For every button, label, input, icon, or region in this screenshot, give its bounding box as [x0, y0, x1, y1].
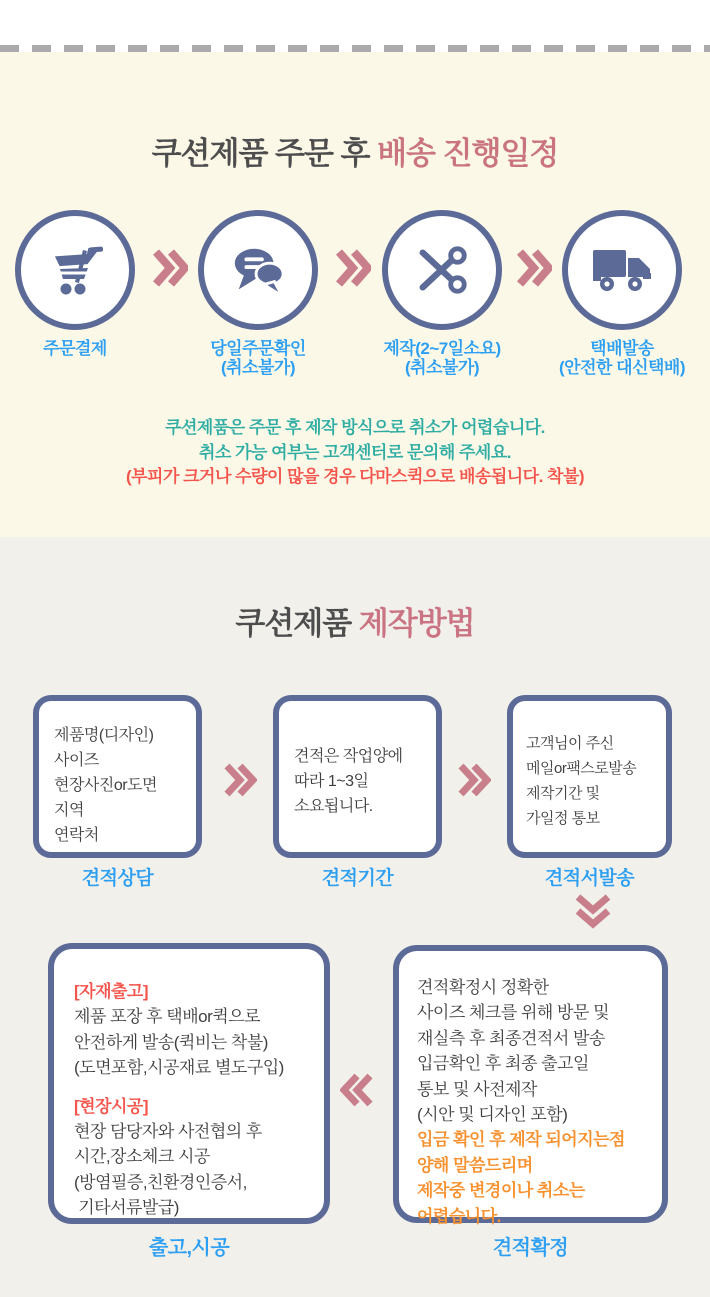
- step-order-payment: [0, 210, 155, 358]
- box-estimate-send: [507, 695, 672, 858]
- cart-icon: [43, 241, 107, 299]
- process-title: [0, 598, 710, 643]
- box-line: (시안 및 디자인 포함): [417, 1105, 568, 1125]
- cancel-notice: [0, 416, 710, 490]
- box-line: 연락처: [54, 827, 99, 844]
- payment-warning-line: 제작중 변경이나 취소는: [417, 1181, 585, 1201]
- label-estimate-period: 견적기간: [321, 868, 394, 889]
- step-sublabel: (취소불가): [404, 358, 479, 377]
- box-line: 사이즈: [54, 752, 99, 769]
- chevron-right-icon: [457, 762, 491, 798]
- top-white-strip: [0, 0, 710, 45]
- delivery-title-normal: 쿠션제품 주문 후: [151, 136, 378, 171]
- label-shipout-install: 출고,시공: [148, 1237, 230, 1259]
- box-line: 따라 1~3일: [294, 773, 369, 790]
- box-line: 메일or팩스로발송: [526, 760, 637, 777]
- box-shipout-install: [48, 943, 330, 1224]
- chevron-right-icon: [223, 762, 257, 798]
- chat-circle: [198, 210, 318, 330]
- step-order-confirm: [178, 210, 338, 377]
- box-line: 기타서류발급): [74, 1198, 179, 1218]
- box-line: 제작기간 및: [526, 785, 600, 802]
- step-production: [362, 210, 522, 377]
- payment-warning-line: 입금 확인 후 제작 되어지는점: [417, 1130, 625, 1150]
- materials-heading: [자재출고]: [74, 982, 149, 1001]
- payment-warning-line: 양해 말씀드리며: [417, 1155, 533, 1175]
- process-title-normal: 쿠션제품: [235, 606, 359, 641]
- box-line: 현장사진or도면: [54, 777, 157, 794]
- cart-circle: [15, 210, 135, 330]
- box-line: 고객님이 주신: [526, 735, 614, 752]
- delivery-title: [0, 128, 710, 173]
- site-install-heading: [현장시공]: [74, 1096, 149, 1116]
- delivery-title-accent: 배송 진행일정: [377, 136, 559, 171]
- truck-icon: [590, 245, 654, 295]
- notice-line-3: (부피가 크거나 수량이 많을 경우 다마스퀵으로 배송됩니다. 착불): [125, 467, 585, 486]
- box-line: 가일정 통보: [526, 810, 600, 827]
- step-shipping: [542, 210, 702, 377]
- step-label: 주문결제: [43, 339, 107, 358]
- chevron-left-icon: [340, 1072, 374, 1108]
- notice-line-1: 쿠션제품은 주문 후 제작 방식으로 취소가 어렵습니다.: [165, 418, 545, 437]
- truck-circle: [562, 210, 682, 330]
- box-line: 사이즈 체크를 위해 방문 및: [417, 1003, 610, 1023]
- box-estimate-consult: [33, 695, 202, 858]
- box-line: 안전하게 발송(퀵비는 착불): [74, 1032, 268, 1052]
- box-line: 현장 담당자와 사전협의 후: [74, 1122, 262, 1142]
- box-estimate-confirm: [393, 945, 668, 1226]
- scissors-circle: [382, 210, 502, 330]
- chevron-down-icon: [574, 893, 612, 931]
- box-line: 제품명(디자인): [54, 727, 154, 744]
- box-line: (방염필증,친환경인증서,: [74, 1172, 247, 1192]
- box-line: 지역: [54, 802, 84, 819]
- box-estimate-period: [273, 695, 442, 858]
- label-estimate-confirm: 견적확정: [492, 1237, 569, 1259]
- box-line: 제품 포장 후 택배or퀵으로: [74, 1007, 261, 1027]
- box-line: 견적은 작업양에: [294, 748, 403, 765]
- box-line: (도면포함,시공재료 별도구입): [74, 1058, 284, 1078]
- box-line: 소요됩니다.: [294, 798, 373, 815]
- step-label: 택배발송: [590, 339, 654, 358]
- box-line: 통보 및 사전제작: [417, 1079, 537, 1099]
- dashed-divider: [0, 45, 710, 52]
- notice-line-2: 취소 가능 여부는 고객센터로 문의해 주세요.: [199, 442, 511, 462]
- step-label: 당일주문확인: [210, 339, 306, 358]
- payment-warning-line: 어렵습니다.: [417, 1206, 501, 1226]
- box-line: 견적확정시 정확한: [417, 978, 549, 997]
- label-estimate-consult: 견적상담: [81, 868, 154, 889]
- step-sublabel: (안전한 대신택배): [559, 358, 685, 377]
- box-line: 재실측 후 최종견적서 발송: [417, 1028, 605, 1048]
- label-estimate-send: 견적서발송: [544, 868, 635, 889]
- step-label: 제작(2~7일소요): [383, 339, 501, 358]
- step-sublabel: (취소불가): [220, 358, 295, 377]
- process-title-accent: 제작방법: [358, 606, 475, 641]
- chat-icon: [227, 241, 289, 299]
- box-line: 입금확인 후 최종 출고일: [417, 1054, 589, 1074]
- box-line: 시간,장소체크 시공: [74, 1147, 210, 1167]
- scissors-icon: [413, 241, 471, 299]
